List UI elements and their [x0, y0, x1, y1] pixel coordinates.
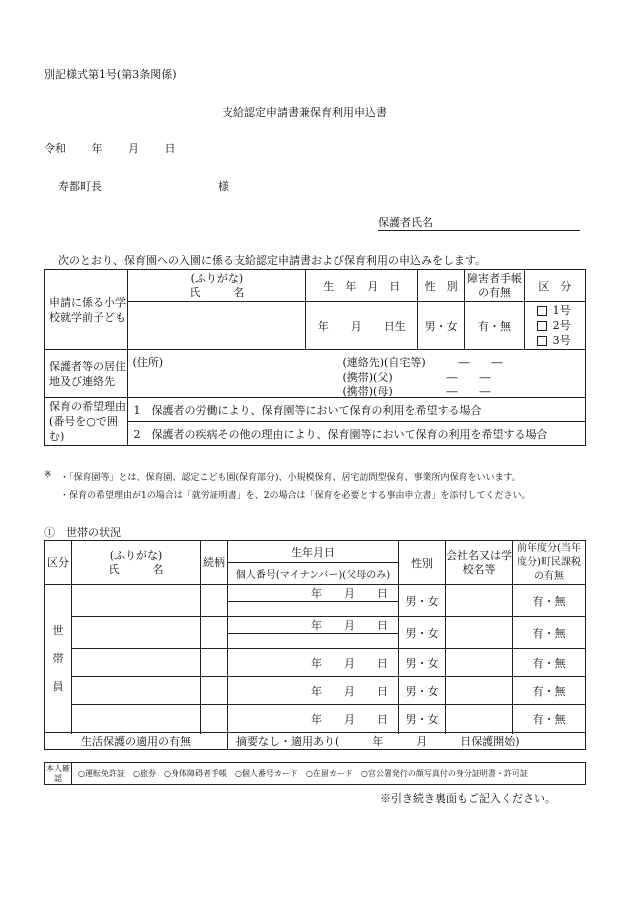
child-dob-header: 生 年 月 日	[306, 270, 418, 302]
date-month-label: 月	[128, 142, 139, 155]
footer-note: ※引き続き裏面もご記入ください。	[380, 792, 556, 805]
id-check-options[interactable]: ○運転免許証 ○旅券 ○身体障碍者手帳 ○個人番号カード ○在留カード ○官公署発行の顔写真付の身分証明書・許可証	[72, 763, 586, 785]
member-4-dob[interactable]: 年 月 日	[228, 677, 399, 705]
contact-mother-dash: ― ―	[446, 385, 491, 398]
member-5-company[interactable]	[446, 705, 513, 733]
welfare-label: 生活保護の適用の有無	[45, 733, 228, 750]
child-row-label: 申請に係る小学校就学前子ども	[45, 270, 128, 350]
address-cell[interactable]	[128, 350, 586, 398]
member-4-tax[interactable]: 有・無	[513, 677, 586, 705]
member-5-relation[interactable]	[201, 705, 228, 733]
member-1-company[interactable]	[446, 585, 513, 617]
address-label: 保護者等の居住地及び連絡先	[45, 350, 128, 398]
date-era: 令和	[44, 142, 66, 155]
child-disability-header: 障害者手帳の有無	[465, 270, 524, 302]
member-3-sex[interactable]: 男・女	[399, 649, 446, 677]
col-sex: 性別	[399, 541, 446, 585]
member-3-name[interactable]	[72, 649, 201, 677]
member-1-mynumber[interactable]	[228, 602, 399, 617]
member-2-company[interactable]	[446, 617, 513, 649]
child-name-header: (ふりがな) 氏 名	[128, 270, 306, 302]
member-5-sex[interactable]: 男・女	[399, 705, 446, 733]
category-option-2[interactable]: 2号	[537, 318, 585, 333]
category-options	[524, 302, 585, 350]
contact-home-dash: ― ―	[458, 356, 503, 369]
date-day-label: 日	[164, 142, 176, 155]
note-mark: ※	[44, 470, 52, 480]
intro-text: 次のとおり、保育園への入園に係る支給認定申請書および保育利用の申込みをします。	[58, 254, 487, 267]
member-5-dob[interactable]: 年 月 日	[228, 705, 399, 733]
reason-2[interactable]: 2 保護者の疾病その他の理由により、保育園等において保育の利用を希望する場合	[128, 422, 586, 446]
child-sex-cell[interactable]: 男・女	[418, 302, 465, 350]
member-4-sex[interactable]: 男・女	[399, 677, 446, 705]
member-1-dob[interactable]: 年 月 日	[228, 585, 399, 602]
id-check-label: 本人確認	[46, 763, 70, 783]
member-4-relation[interactable]	[201, 677, 228, 705]
child-dob-cell[interactable]: 年 月 日生	[306, 302, 418, 350]
member-2-relation[interactable]	[201, 617, 228, 649]
child-table	[44, 269, 586, 446]
member-2-dob[interactable]: 年 月 日	[228, 617, 399, 634]
child-sex-header: 性 別	[418, 270, 465, 302]
contact-father-dash: ― ―	[446, 371, 491, 384]
member-4-company[interactable]	[446, 677, 513, 705]
contact-mother: (携帯)(母)	[342, 385, 393, 398]
date-year-label: 年	[91, 142, 103, 155]
addressee: 寿都町長	[58, 180, 102, 193]
note-1: ・「保育園等」とは、保育園、認定こども園(保育部分)、小規模保育、居宅訪問型保育、事業所内保育をいいます。	[60, 473, 521, 483]
member-3-dob[interactable]: 年 月 日	[228, 649, 399, 677]
member-5-tax[interactable]: 有・無	[513, 705, 586, 733]
member-5-name[interactable]	[72, 705, 201, 733]
member-3-relation[interactable]	[201, 649, 228, 677]
category-option-1[interactable]: 1号	[537, 303, 585, 318]
col-company: 会社名又は学校名等	[446, 541, 513, 585]
member-2-mynumber[interactable]	[228, 634, 399, 649]
child-name-cell[interactable]	[128, 302, 306, 350]
honorific: 様	[218, 180, 229, 193]
page-title: 支給認定申請書兼保育利用申込書	[222, 106, 387, 119]
member-1-tax[interactable]: 有・無	[513, 585, 586, 617]
household-heading: ① 世帯の状況	[44, 526, 121, 539]
id-check-table	[44, 762, 586, 785]
checkbox-icon	[537, 306, 547, 316]
child-category-header: 区 分	[524, 270, 585, 302]
category-option-3[interactable]: 3号	[537, 333, 585, 348]
col-kubun: 区分	[45, 541, 72, 585]
member-2-sex[interactable]: 男・女	[399, 617, 446, 649]
col-mynumber: 個人番号(マイナンバー)(父母のみ)	[228, 563, 399, 585]
member-2-name[interactable]	[72, 617, 201, 649]
member-4-name[interactable]	[72, 677, 201, 705]
form-number: 別記様式第1号(第3条関係)	[44, 68, 177, 81]
date-line	[44, 140, 176, 156]
member-3-tax[interactable]: 有・無	[513, 649, 586, 677]
member-2-tax[interactable]: 有・無	[513, 617, 586, 649]
child-disability-cell[interactable]: 有・無	[465, 302, 524, 350]
reason-1[interactable]: 1 保護者の労働により、保育園等において保育の利用を希望する場合	[128, 398, 586, 422]
contact-father: (携帯)(父)	[342, 371, 393, 384]
checkbox-icon	[537, 336, 547, 346]
address-label-text: (住所)	[132, 356, 164, 369]
reason-label: 保育の希望理由(番号を○で囲む)	[45, 398, 128, 446]
col-relation: 続柄	[201, 541, 228, 585]
guardian-name-label: 保護者氏名	[378, 216, 433, 229]
member-1-name[interactable]	[72, 585, 201, 617]
welfare-value[interactable]: 摘要なし・適用あり( 年 月 日保護開始)	[228, 733, 586, 750]
contact-home: (連絡先)(自宅等)	[342, 356, 426, 369]
note-2: ・保育の希望理由が1の場合は「就労証明書」を、2の場合は「保育を必要とする事由申立書」を添付してください。	[60, 491, 531, 501]
col-name: (ふりがな) 氏 名	[72, 541, 201, 585]
checkbox-icon	[537, 321, 547, 331]
col-tax: 前年度分(当年度分)町民課税の有無	[513, 541, 586, 585]
guardian-name-field[interactable]	[378, 214, 580, 231]
member-1-sex[interactable]: 男・女	[399, 585, 446, 617]
household-table	[44, 540, 586, 750]
col-dob: 生年月日	[228, 541, 399, 563]
household-side-label: 世 帯 員	[45, 585, 72, 733]
member-1-relation[interactable]	[201, 585, 228, 617]
member-3-company[interactable]	[446, 649, 513, 677]
